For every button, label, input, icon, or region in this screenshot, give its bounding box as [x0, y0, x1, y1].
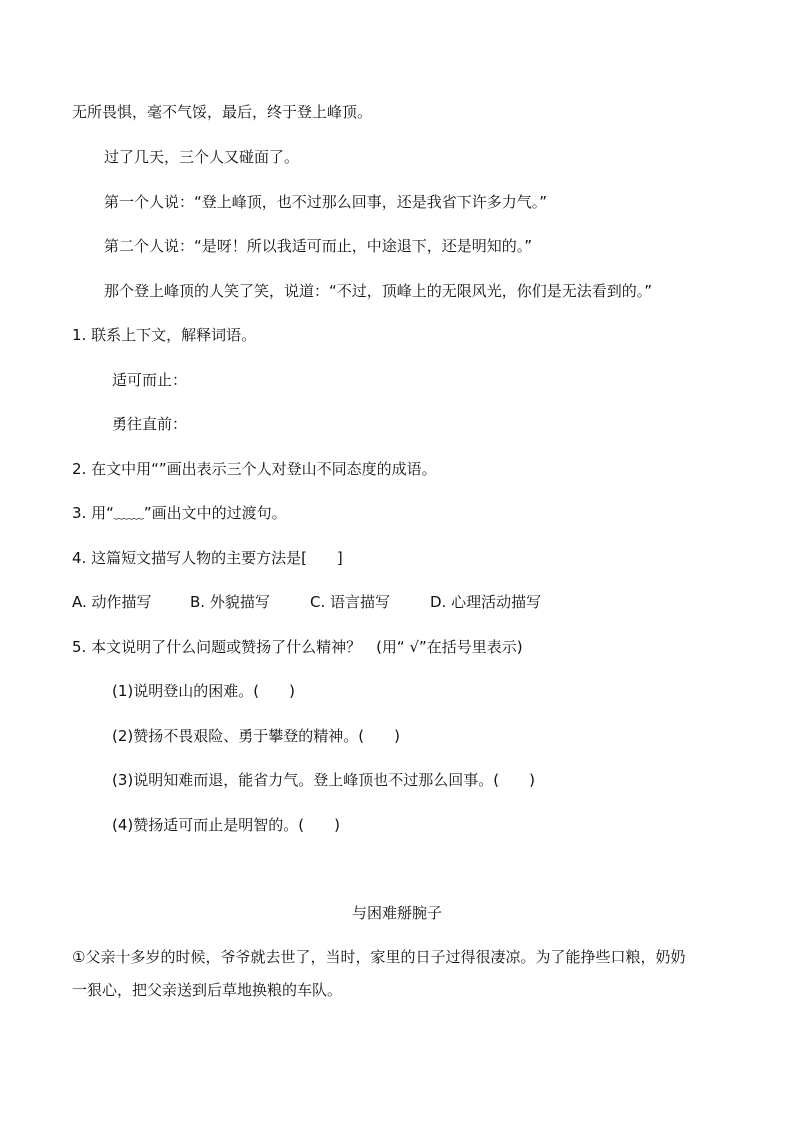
passage-line: 无所畏惧，毫不气馁，最后，终于登上峰顶。 [72, 103, 373, 121]
question-1-item: 适可而止： [112, 371, 188, 389]
question-4-option-b: B. 外貌描写 [190, 593, 270, 611]
question-4: 4. 这篇短文描写人物的主要方法是[ ] [72, 549, 343, 567]
question-4-option-a: A. 动作描写 [72, 593, 152, 611]
question-1-item: 勇往直前： [112, 415, 188, 433]
question-5-item: (4)赞扬适可而止是明智的。( ) [112, 816, 340, 834]
question-2: 2. 在文中用“”画出表示三个人对登山不同态度的成语。 [72, 460, 437, 478]
question-3: 3. 用“﹏﹏”画出文中的过渡句。 [72, 504, 287, 522]
passage-line: 过了几天，三个人又碰面了。 [104, 148, 300, 166]
question-5-item: (1)说明登山的困难。( ) [112, 682, 295, 700]
passage-2-title: 与困难掰腕子 [351, 904, 442, 922]
question-4-option-c: C. 语言描写 [310, 593, 391, 611]
question-5-item: (2)赞扬不畏艰险、勇于攀登的精神。( ) [112, 727, 400, 745]
question-5: 5. 本文说明了什么问题或赞扬了什么精神？ (用“ √”在括号里表示) [72, 638, 523, 656]
passage-line: 第一个人说：“登上峰顶，也不过那么回事，还是我省下许多力气。” [104, 193, 548, 211]
passage-line: 一狠心，把父亲送到后草地换粮的车队。 [72, 981, 343, 999]
question-4-option-d: D. 心理活动描写 [430, 593, 542, 611]
passage-line: 第二个人说：“是呀！所以我适可而止，中途退下，还是明知的。” [104, 237, 533, 255]
passage-line: 那个登上峰顶的人笑了笑，说道：“不过，顶峰上的无限风光，你们是无法看到的。” [104, 282, 653, 300]
passage-line: ①父亲十多岁的时候，爷爷就去世了，当时，家里的日子过得很凄凉。为了能挣些口粮，奶奶 [72, 948, 686, 966]
question-5-item: (3)说明知难而退，能省力气。登上峰顶也不过那么回事。( ) [112, 771, 535, 789]
question-1: 1. 联系上下文，解释词语。 [72, 326, 257, 344]
